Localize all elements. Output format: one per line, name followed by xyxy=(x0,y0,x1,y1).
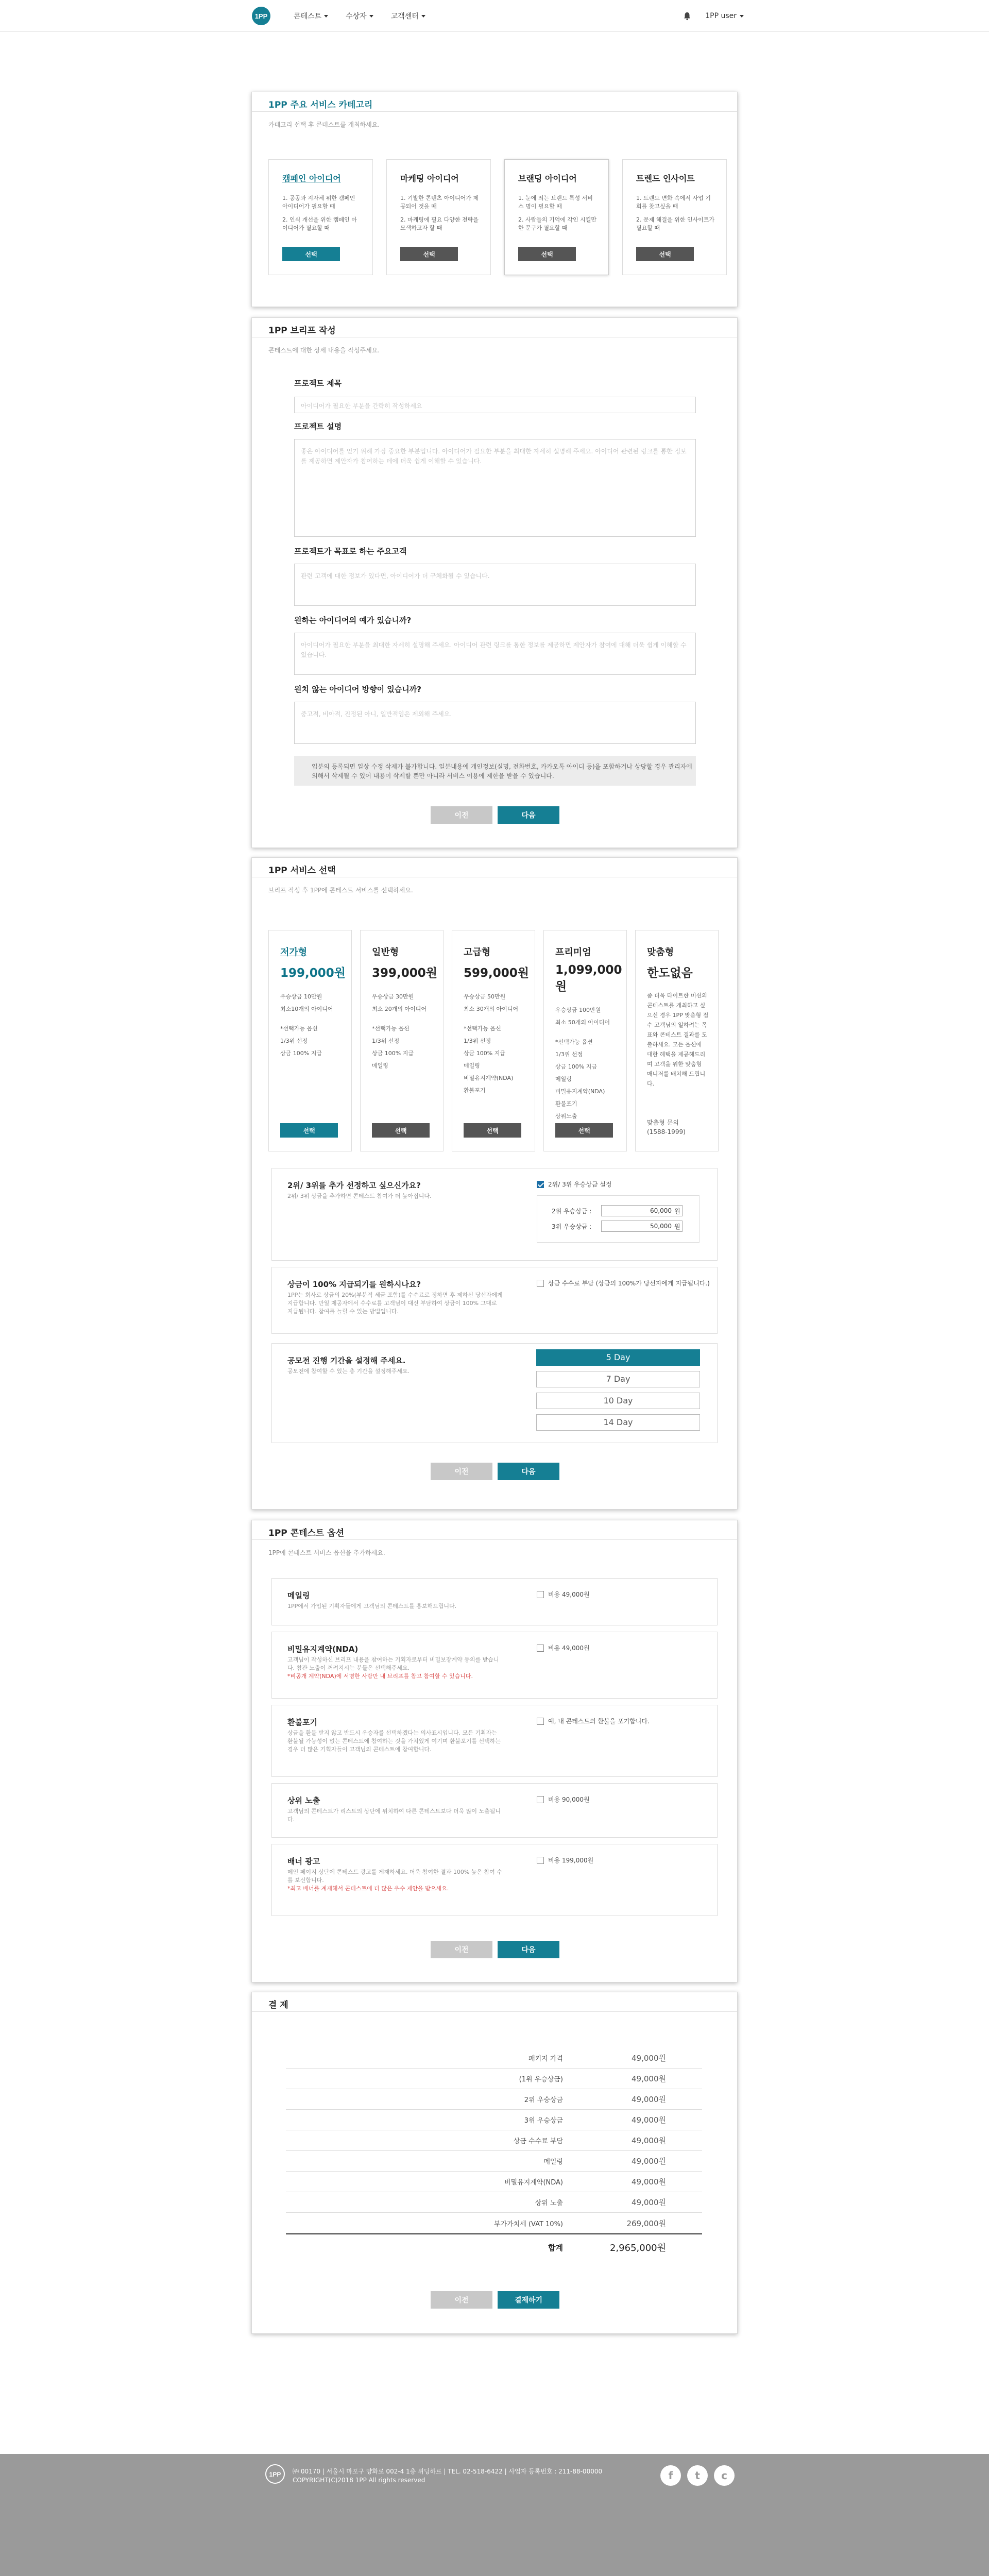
row-amount: 49,000원 xyxy=(632,2074,666,2083)
plan-option: 메일링 xyxy=(464,1062,480,1069)
table-row xyxy=(286,2110,702,2130)
checkbox-icon[interactable] xyxy=(537,1857,544,1864)
category-line: 2. 사람들의 기억에 각인 시킬만한 문구가 필요할 때 xyxy=(518,216,596,231)
duration-10day[interactable]: 10 Day xyxy=(536,1393,700,1409)
table-row xyxy=(286,2069,702,2089)
plan-option: 1/3위 선정 xyxy=(280,1038,308,1044)
next-button[interactable]: 다음 xyxy=(498,1463,559,1480)
category-line: 2. 인식 개선을 위한 캠페인 아이디어가 필요할 때 xyxy=(282,216,357,231)
second-prize-input[interactable]: 60,000 xyxy=(601,1205,683,1216)
plan-option: 메일링 xyxy=(555,1076,572,1082)
plan-option: 비밀유지계약(NDA) xyxy=(464,1075,514,1081)
brief-section xyxy=(251,317,738,848)
nav-contest-label: 콘테스트 xyxy=(294,12,322,21)
row-name: 메일링 xyxy=(543,2158,563,2166)
table-row xyxy=(286,2213,702,2233)
extra-prize-box xyxy=(271,1168,718,1261)
total-amount: 2,965,000원 xyxy=(610,2243,666,2253)
select-button[interactable]: 선택 xyxy=(555,1123,613,1138)
row-amount: 269,000원 xyxy=(626,2218,666,2228)
category-title: 트렌드 인사이트 xyxy=(636,174,695,183)
checkbox-label: 2위/ 3위 우승상금 설정 xyxy=(548,1181,612,1188)
next-button[interactable]: 다음 xyxy=(498,1941,559,1958)
plan-price: 1,099,000원 xyxy=(555,963,622,993)
checkbox-label: 비용 90,000원 xyxy=(548,1796,590,1803)
plan-name: 저가형 xyxy=(280,947,308,958)
checkbox-label: 비용 49,000원 xyxy=(548,1591,590,1598)
contact-phone: (1588-1999) xyxy=(647,1128,686,1136)
total-row xyxy=(286,2233,702,2260)
option-top-exposure xyxy=(271,1783,718,1838)
full-pay-box xyxy=(271,1267,718,1334)
option-desc xyxy=(287,1868,504,1893)
full-pay-desc: 1PP는 회사로 상금의 20%(부분적 세금 포함)를 수수료로 정하면 후 제하신 당선자에게 지급합니다. 만일 제공자에서 수수료를 고객님이 대신 부담하여 상금이 100% 그대로 지급됩니다. 참여를 늘릴 수 있는 방법입니다. xyxy=(287,1292,503,1315)
svg-text:1PP: 1PP xyxy=(254,12,268,20)
checkbox-checked-icon[interactable] xyxy=(537,1181,544,1188)
row-name: 패키지 가격 xyxy=(528,2055,563,2063)
category-line: 1. 기발한 콘텐츠 아이디어가 제공되어 것을 때 xyxy=(400,195,479,210)
chevron-down-icon xyxy=(421,15,425,18)
plan-option: 1/3위 선정 xyxy=(464,1038,491,1044)
category-line: 2. 문제 해결을 위한 인사이트가 필요할 때 xyxy=(636,216,714,231)
plan-contact[interactable] xyxy=(647,1118,686,1137)
nav-contest[interactable] xyxy=(294,11,328,21)
prev-button[interactable]: 이전 xyxy=(431,1463,492,1480)
plan-custom-desc: 좀 더욱 타이트한 미션의 콘테스트를 개최하고 싶으신 경우 1PP 맞춤형 접수 고객님의 일하려는 목표와 콘테스트 결과를 도출하세요. 모든 옵션에 대한 혜택을 제공해드리며 고객을 위한 맞춤형 매니저를 배치해 드립니다. xyxy=(647,992,709,1087)
project-title-label: 프로젝트 제목 xyxy=(294,379,342,388)
select-button[interactable]: 선택 xyxy=(282,247,340,261)
example-textarea[interactable]: 아이디어가 필요한 부분을 최대한 자세히 설명해 주세요. 아이디어 관련 링크를 통한 정보를 제공하면 제안자가 참여에 대해 더욱 쉽게 이해할 수 있습니다. xyxy=(294,633,696,675)
top-navbar xyxy=(0,0,989,32)
section-desc: 1PP에 콘테스트 서비스 옵션을 추가하세요. xyxy=(268,1549,385,1556)
footer-address: ㈜ 00170 | 서울시 마포구 양화로 002-4 1층 위딩하르 | TEL. 02-518-6422 | 사업자 등록번호 : 211-88-00000 xyxy=(293,2468,603,2475)
section-title: 1PP 주요 서비스 카테고리 xyxy=(252,92,737,112)
select-button[interactable]: 선택 xyxy=(464,1123,521,1138)
plan-card-basic[interactable] xyxy=(268,930,352,1151)
option-title: 상위 노출 xyxy=(287,1796,320,1805)
main-nav xyxy=(294,0,425,32)
chevron-down-icon xyxy=(369,15,373,18)
prev-button[interactable]: 이전 xyxy=(431,1941,492,1958)
plan-card-standard[interactable] xyxy=(360,930,444,1151)
category-line: 1. 트렌드 변화 속에서 사업 기회를 찾고싶을 때 xyxy=(636,195,711,210)
table-row xyxy=(286,2048,702,2069)
footer-logo-icon xyxy=(265,2464,285,2484)
footer xyxy=(0,2454,989,2576)
avoid-textarea[interactable]: 중고적, 비아적, 진정된 아니, 일반적임은 제외해 주세요. xyxy=(294,702,696,744)
option-refund xyxy=(271,1705,718,1777)
example-label: 원하는 아이디어의 예가 있습니까? xyxy=(294,616,412,625)
category-line: 2. 마케팅에 필요 다양한 전략을 모색하고자 할 때 xyxy=(400,216,479,231)
option-desc-text: 메인 페이지 상단에 콘테스트 광고를 게재하세요. 더욱 참여한 결과 100% 높은 참여 수를 보신합니다. xyxy=(287,1869,502,1884)
facebook-icon[interactable]: f xyxy=(660,2465,681,2486)
plan-feature: 최소10개의 아이디어 xyxy=(280,1006,333,1012)
plan-card-custom[interactable] xyxy=(635,930,719,1151)
total-label: 합계 xyxy=(548,2243,563,2252)
plan-section xyxy=(251,857,738,1510)
prize-settings xyxy=(537,1195,700,1243)
project-desc-textarea[interactable]: 좋은 아이디어를 얻기 위해 가장 중요한 부분입니다. 아이디어가 필요한 부분을 최대한 자세히 설명해 주세요. 아이디어 관련된 링크를 통한 정보를 제공하면 제안자가 참여하는 데에 더욱 쉽게 이해할 수 있습니다. xyxy=(294,439,696,537)
1pp-logo-icon[interactable] xyxy=(251,6,271,26)
checkbox-icon[interactable] xyxy=(537,1718,544,1725)
chevron-down-icon xyxy=(324,15,328,18)
plan-option: *선택가능 옵션 xyxy=(280,1025,318,1032)
target-customer-label: 프로젝트가 목표로 하는 주요고객 xyxy=(294,547,407,556)
option-desc: 고객님의 콘테스트가 리스트의 상단에 위치하여 다른 콘테스트보다 더욱 많이 노출됩니다. xyxy=(287,1808,501,1823)
plan-name: 일반형 xyxy=(372,947,399,958)
chat-icon[interactable]: c xyxy=(714,2465,735,2486)
plan-option: 환불포기 xyxy=(555,1100,577,1107)
plan-option: *선택가능 옵션 xyxy=(555,1039,593,1045)
select-button[interactable]: 선택 xyxy=(372,1123,430,1138)
full-pay-title: 상금이 100% 지급되기를 원하시나요? xyxy=(287,1280,421,1289)
option-checkbox[interactable] xyxy=(537,1856,593,1865)
options-section xyxy=(251,1520,738,1982)
select-button[interactable]: 선택 xyxy=(636,247,694,261)
plan-feature: 우승상금 50만원 xyxy=(464,993,506,1000)
checkbox-icon[interactable] xyxy=(537,1591,544,1598)
third-prize-input[interactable]: 50,000 xyxy=(601,1221,683,1232)
option-title: 메일링 xyxy=(287,1591,310,1600)
option-banner-ad xyxy=(271,1844,718,1916)
prev-button[interactable]: 이전 xyxy=(431,2291,492,2309)
plan-feature: 최소 20개의 아이디어 xyxy=(372,1006,427,1012)
row-name: (1위 우승상금) xyxy=(519,2076,563,2083)
option-title: 비밀유지계약(NDA) xyxy=(287,1645,359,1654)
checkbox-icon[interactable] xyxy=(537,1280,544,1287)
option-checkbox[interactable] xyxy=(537,1717,650,1725)
option-warning: *비공개 계약(NDA)에 서명한 사람만 내 브리프를 참고 참여할 수 있습니다. xyxy=(287,1673,473,1680)
project-desc-label: 프로젝트 설명 xyxy=(294,422,342,431)
payment-section xyxy=(251,1992,738,2334)
category-line: 1. 공공과 지자체 위한 캠페인 아이디어가 필요할 때 xyxy=(282,195,355,210)
contact-label: 맞춤형 문의 xyxy=(647,1119,679,1126)
checkbox-label: 비용 49,000원 xyxy=(548,1645,590,1652)
footer-copyright: COPYRIGHT(C)2018 1PP All rights reserved xyxy=(293,2477,425,2484)
table-row xyxy=(286,2130,702,2151)
option-checkbox[interactable] xyxy=(537,1590,590,1599)
option-checkbox[interactable] xyxy=(537,1795,590,1804)
prize-unit: 원 xyxy=(674,1223,680,1230)
notice-box: 입분의 등록되면 일상 수정 삭제가 불가합니다. 일분내용에 개인정보(실명, 전화번호, 카카오톡 아이디 등)을 포함하거나 상당할 경우 관리자에 의해서 삭제될 수 있어 내용이 삭제할 뿐만 아니라 서비스 이용에 제한을 받을 수 있습니다. xyxy=(294,756,696,786)
user-name: 1PP user xyxy=(705,12,737,20)
plan-price: 599,000원 xyxy=(464,967,529,980)
user-menu[interactable] xyxy=(705,12,744,20)
third-prize-label: 3위 우승상금 : xyxy=(552,1223,592,1230)
footer-info xyxy=(293,2467,602,2485)
table-row xyxy=(286,2089,702,2110)
target-customer-textarea[interactable]: 관련 고객에 대한 정보가 있다면, 아이디어가 더 구체화될 수 있습니다. xyxy=(294,564,696,606)
select-button[interactable]: 선택 xyxy=(518,247,576,261)
twitter-icon[interactable]: t xyxy=(687,2465,708,2486)
plan-feature: 최소 50개의 아이디어 xyxy=(555,1019,610,1026)
row-name: 상위 노출 xyxy=(535,2199,563,2207)
plan-name: 프리미엄 xyxy=(555,947,591,958)
table-row xyxy=(286,2151,702,2172)
row-amount: 49,000원 xyxy=(632,2095,666,2104)
plan-price: 한도없음 xyxy=(647,967,693,980)
section-title: 1PP 브리프 작성 xyxy=(252,318,737,337)
row-amount: 49,000원 xyxy=(632,2054,666,2063)
checkbox-icon[interactable] xyxy=(537,1645,544,1652)
row-amount: 49,000원 xyxy=(632,2198,666,2207)
extra-prize-checkbox[interactable] xyxy=(537,1180,612,1189)
plan-option: 상금 100% 지급 xyxy=(372,1050,414,1057)
row-name: 비밀유지계약(NDA) xyxy=(504,2179,563,2187)
plan-option: 상위노출 xyxy=(555,1113,577,1120)
svg-text:1PP: 1PP xyxy=(269,2471,281,2478)
row-name: 3위 우승상금 xyxy=(524,2117,563,2125)
table-row xyxy=(286,2192,702,2213)
row-amount: 49,000원 xyxy=(632,2115,666,2125)
plan-feature: 우승상금 10만원 xyxy=(280,993,322,1000)
nav-support-label: 고객센터 xyxy=(390,12,419,21)
plan-card-advanced[interactable] xyxy=(452,930,535,1151)
second-prize-label: 2위 우승상금 : xyxy=(552,1207,592,1215)
option-title: 배너 광고 xyxy=(287,1857,320,1866)
prev-button[interactable]: 이전 xyxy=(431,806,492,824)
plan-option: *선택가능 옵션 xyxy=(372,1025,410,1032)
option-desc-text: 고객님이 작성하신 브리프 내용을 참여하는 기획자로부터 비밀보장계약 동의를 받습니다. 참관 노출이 꺼려지시는 분들은 선택해주세요. xyxy=(287,1656,499,1671)
category-section xyxy=(251,92,738,307)
plan-option: 상금 100% 지급 xyxy=(464,1050,505,1057)
section-desc: 카테고리 선택 후 콘테스트를 개최하세요. xyxy=(268,121,380,128)
plan-option: 비밀유지계약(NDA) xyxy=(555,1088,605,1095)
project-title-input[interactable]: 아이디어가 필요한 부분을 간략히 작성하세요 xyxy=(294,397,696,413)
plan-option: 1/3위 선정 xyxy=(372,1038,400,1044)
plan-feature: 우승상금 30만원 xyxy=(372,993,414,1000)
section-title: 결 제 xyxy=(252,1992,737,2012)
category-title: 마케팅 아이디어 xyxy=(400,174,459,183)
avoid-label: 원치 않는 아이디어 방향이 있습니까? xyxy=(294,685,421,694)
plan-option: *선택가능 옵션 xyxy=(464,1025,501,1032)
option-title: 환불포기 xyxy=(287,1718,317,1727)
plan-name: 맞춤형 xyxy=(647,947,674,958)
row-amount: 49,000원 xyxy=(632,2177,666,2187)
duration-5day[interactable]: 5 Day xyxy=(536,1349,700,1366)
prize-unit: 원 xyxy=(674,1207,680,1215)
category-card-trend[interactable] xyxy=(622,159,727,275)
plan-feature: 우승상금 100만원 xyxy=(555,1007,601,1013)
option-nda xyxy=(271,1632,718,1699)
extra-prize-title: 2위/ 3위를 추가 선정하고 싶으신가요? xyxy=(287,1181,421,1190)
option-checkbox[interactable] xyxy=(537,1643,590,1652)
duration-title: 공모전 진행 기간을 설정해 주세요. xyxy=(287,1356,406,1365)
category-card-marketing[interactable] xyxy=(386,159,491,275)
option-warning: *최고 배너를 계재해서 콘테스트에 더 많은 우수 제안을 받으세요. xyxy=(287,1885,449,1892)
option-desc: 상금을 환불 받지 않고 반드시 우승자를 선택하겠다는 의사표시입니다. 모든 기획자는 환불될 가능성이 없는 콘테스트에 참여하는 것을 가치있게 여기며 환불포기를 선택하는 경우 더 많은 기획자들이 고객님의 콘테스트에 참여합니다. xyxy=(287,1730,501,1753)
category-title: 캠페인 아이디어 xyxy=(282,174,341,183)
table-row xyxy=(286,2172,702,2192)
plan-option: 상금 100% 지급 xyxy=(280,1050,322,1057)
section-desc: 브리프 작성 후 1PP에 콘테스트 서비스를 선택하세요. xyxy=(268,887,413,894)
row-name: 상금 수수료 부담 xyxy=(513,2138,563,2145)
category-card-branding[interactable] xyxy=(504,159,609,275)
nav-winners-label: 수상자 xyxy=(346,12,367,21)
payment-table xyxy=(286,2048,702,2260)
option-desc xyxy=(287,1656,504,1681)
plan-name: 고급형 xyxy=(464,947,491,958)
next-button[interactable]: 다음 xyxy=(498,806,559,824)
plan-option: 환불포기 xyxy=(464,1087,486,1094)
checkbox-label: 비용 199,000원 xyxy=(548,1857,594,1864)
section-title: 1PP 서비스 선택 xyxy=(252,858,737,877)
row-amount: 49,000원 xyxy=(632,2136,666,2145)
option-desc: 1PP에서 가입된 기획자들에게 고객님의 콘테스트를 홍보해드립니다. xyxy=(287,1603,457,1609)
full-pay-checkbox[interactable] xyxy=(537,1279,710,1287)
plan-price: 199,000원 xyxy=(280,967,346,980)
category-line: 1. 눈에 띄는 브랜드 특성 서비스 명이 필요할 때 xyxy=(518,195,593,210)
plan-card-premium[interactable] xyxy=(543,930,627,1151)
section-desc: 콘테스트에 대한 상세 내용을 작성주세요. xyxy=(268,347,380,354)
checkbox-icon[interactable] xyxy=(537,1796,544,1803)
checkbox-label: 상금 수수료 부담 (상금의 100%가 당선자에게 지급됩니다.) xyxy=(548,1280,710,1287)
row-name: 2위 우승상금 xyxy=(524,2096,563,2104)
duration-desc: 공모전에 참여할 수 있는 총 기간을 설정해주세요. xyxy=(287,1368,410,1375)
section-title: 1PP 콘테스트 옵션 xyxy=(252,1520,737,1540)
category-title: 브랜딩 아이디어 xyxy=(518,174,577,183)
row-amount: 49,000원 xyxy=(632,2157,666,2166)
bell-icon[interactable] xyxy=(683,11,692,21)
select-button[interactable]: 선택 xyxy=(400,247,458,261)
plan-price: 399,000원 xyxy=(372,967,437,980)
select-button[interactable]: 선택 xyxy=(280,1123,338,1138)
option-mailing xyxy=(271,1578,718,1625)
row-name: 부가가치세 (VAT 10%) xyxy=(494,2220,563,2228)
extra-prize-desc: 2위/ 3위 상금을 추가하면 콘테스트 참여가 더 높아집니다. xyxy=(287,1193,432,1199)
checkbox-label: 예, 내 콘테스트의 환불을 포기합니다. xyxy=(548,1718,650,1725)
category-card-campaign[interactable] xyxy=(268,159,373,275)
plan-option: 메일링 xyxy=(372,1062,388,1069)
duration-7day[interactable]: 7 Day xyxy=(536,1371,700,1387)
nav-winners[interactable] xyxy=(346,11,373,21)
pay-button[interactable]: 결제하기 xyxy=(498,2291,559,2309)
chevron-down-icon xyxy=(740,15,744,18)
plan-option: 1/3위 선정 xyxy=(555,1051,583,1058)
nav-support[interactable] xyxy=(391,11,425,21)
plan-feature: 최소 30개의 아이디어 xyxy=(464,1006,518,1012)
plan-option: 상금 100% 지급 xyxy=(555,1063,597,1070)
duration-14day[interactable]: 14 Day xyxy=(536,1414,700,1431)
